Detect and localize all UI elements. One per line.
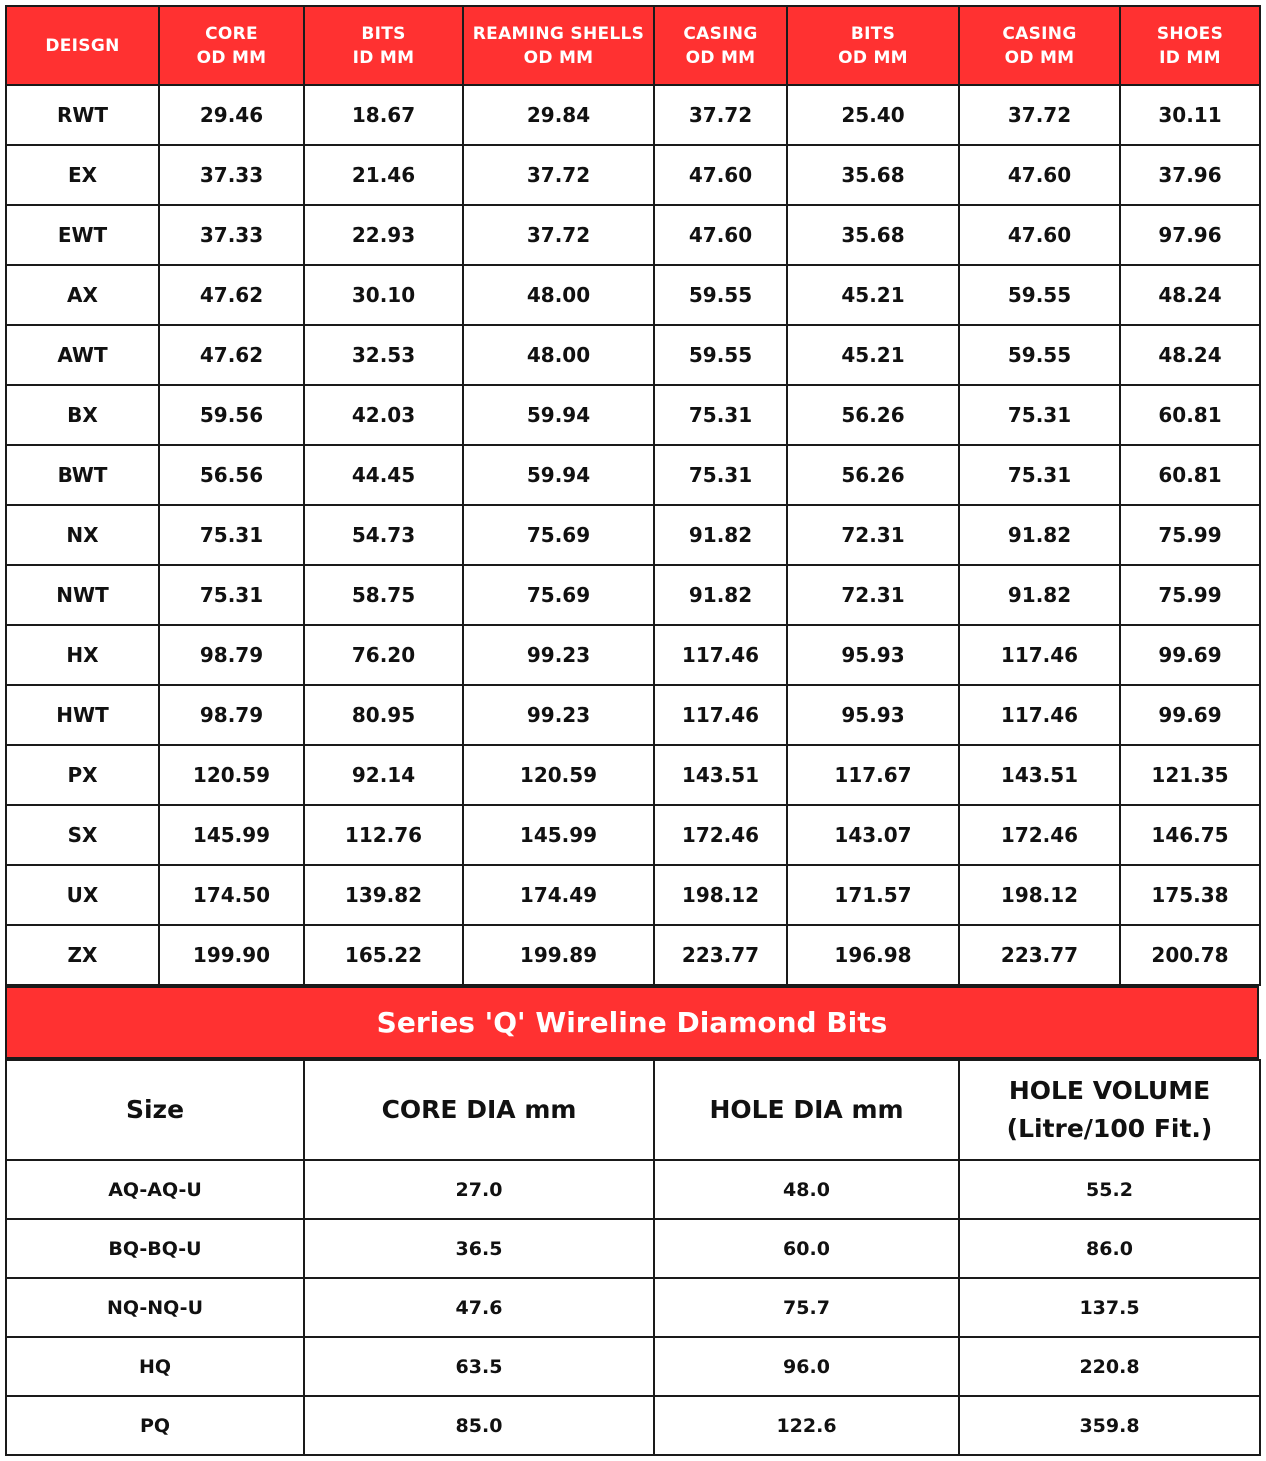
- row-label-cell: NX: [6, 505, 159, 565]
- table-cell: 143.51: [654, 745, 787, 805]
- column-header-line2: OD MM: [196, 47, 267, 68]
- table-cell: 86.0: [959, 1219, 1260, 1278]
- column-header-line1: DEISGN: [45, 35, 120, 56]
- column-header-line2: (Litre/100 Fit.): [1006, 1114, 1213, 1143]
- table-cell: 59.55: [959, 265, 1120, 325]
- table-cell: 117.46: [654, 685, 787, 745]
- table-cell: 72.31: [787, 505, 959, 565]
- table-cell: 21.46: [304, 145, 463, 205]
- table-cell: 37.72: [959, 85, 1120, 145]
- table-cell: 75.31: [159, 505, 304, 565]
- table-cell: 91.82: [959, 505, 1120, 565]
- table-cell: 91.82: [959, 565, 1120, 625]
- row-label-cell: AQ-AQ-U: [6, 1160, 304, 1219]
- table-cell: 45.21: [787, 265, 959, 325]
- table-cell: 75.31: [654, 445, 787, 505]
- column-header-line1: CASING: [683, 23, 758, 44]
- q-series-banner-table: [5, 986, 1259, 1059]
- table-cell: 47.60: [654, 205, 787, 265]
- table-cell: 223.77: [654, 925, 787, 985]
- table-cell: 145.99: [159, 805, 304, 865]
- table-header-row: [6, 6, 1260, 85]
- table-row: [6, 625, 1260, 685]
- column-header: [959, 1060, 1260, 1160]
- row-label-cell: SX: [6, 805, 159, 865]
- table-cell: 174.49: [463, 865, 654, 925]
- table-cell: 47.62: [159, 265, 304, 325]
- table-cell: 54.73: [304, 505, 463, 565]
- table-row: [6, 1396, 1260, 1455]
- table-cell: 199.89: [463, 925, 654, 985]
- column-header-line1: CORE: [205, 23, 258, 44]
- table-cell: 120.59: [159, 745, 304, 805]
- table-cell: 29.84: [463, 85, 654, 145]
- column-header-line2: ID MM: [1159, 47, 1221, 68]
- row-label-cell: HWT: [6, 685, 159, 745]
- table-cell: 75.99: [1120, 565, 1260, 625]
- table-row: [6, 325, 1260, 385]
- table-cell: 75.69: [463, 505, 654, 565]
- table-cell: 56.26: [787, 385, 959, 445]
- column-header-line2: OD MM: [838, 47, 908, 68]
- column-header-line1: SHOES: [1156, 23, 1224, 44]
- table-cell: 48.24: [1120, 325, 1260, 385]
- table-row: [6, 445, 1260, 505]
- table-row: [6, 565, 1260, 625]
- table-cell: 37.72: [654, 85, 787, 145]
- table-cell: 75.31: [654, 385, 787, 445]
- table-cell: 48.00: [463, 325, 654, 385]
- table-cell: 145.99: [463, 805, 654, 865]
- table-cell: 120.59: [463, 745, 654, 805]
- column-header: [654, 6, 787, 85]
- table-cell: 98.79: [159, 685, 304, 745]
- column-header-line1: HOLE VOLUME: [1008, 1076, 1211, 1105]
- table-cell: 42.03: [304, 385, 463, 445]
- table-cell: 59.56: [159, 385, 304, 445]
- table-cell: 30.10: [304, 265, 463, 325]
- table-cell: 199.90: [159, 925, 304, 985]
- table-cell: 72.31: [787, 565, 959, 625]
- table-cell: 29.46: [159, 85, 304, 145]
- table-cell: 47.6: [304, 1278, 654, 1337]
- row-label-cell: BQ-BQ-U: [6, 1219, 304, 1278]
- row-label-cell: UX: [6, 865, 159, 925]
- table-cell: 112.76: [304, 805, 463, 865]
- column-header: [6, 1060, 304, 1160]
- column-header-line1: REAMING SHELLS: [472, 23, 645, 44]
- row-label-cell: NQ-NQ-U: [6, 1278, 304, 1337]
- table-cell: 59.55: [959, 325, 1120, 385]
- table-row: [6, 865, 1260, 925]
- table-cell: 95.93: [787, 625, 959, 685]
- row-label-cell: PX: [6, 745, 159, 805]
- row-label-cell: HX: [6, 625, 159, 685]
- table-cell: 30.11: [1120, 85, 1260, 145]
- column-header-line2: ID MM: [352, 47, 415, 68]
- table-cell: 171.57: [787, 865, 959, 925]
- table-cell: 196.98: [787, 925, 959, 985]
- table-cell: 80.95: [304, 685, 463, 745]
- table-row: [6, 265, 1260, 325]
- table-cell: 143.07: [787, 805, 959, 865]
- column-header: [6, 6, 159, 85]
- table-cell: 48.00: [463, 265, 654, 325]
- table-cell: 18.67: [304, 85, 463, 145]
- table-cell: 223.77: [959, 925, 1120, 985]
- table-cell: 36.5: [304, 1219, 654, 1278]
- column-header-line1: BITS: [850, 23, 896, 44]
- column-header-line1: CORE DIA mm: [381, 1095, 577, 1124]
- table-row: [6, 1278, 1260, 1337]
- table-cell: 75.69: [463, 565, 654, 625]
- table-cell: 99.23: [463, 625, 654, 685]
- table-cell: 59.55: [654, 265, 787, 325]
- table-cell: 35.68: [787, 205, 959, 265]
- table-cell: 27.0: [304, 1160, 654, 1219]
- row-label-cell: PQ: [6, 1396, 304, 1455]
- table-row: [6, 505, 1260, 565]
- table-row: [6, 205, 1260, 265]
- table-cell: 37.33: [159, 205, 304, 265]
- table-cell: 37.72: [463, 205, 654, 265]
- table-cell: 85.0: [304, 1396, 654, 1455]
- table-cell: 91.82: [654, 565, 787, 625]
- column-header-line1: BITS: [361, 23, 406, 44]
- column-header-line1: Size: [125, 1095, 185, 1124]
- table-cell: 75.99: [1120, 505, 1260, 565]
- table-cell: 48.0: [654, 1160, 959, 1219]
- table-cell: 60.81: [1120, 445, 1260, 505]
- table-cell: 59.55: [654, 325, 787, 385]
- table-cell: 32.53: [304, 325, 463, 385]
- table-cell: 143.51: [959, 745, 1120, 805]
- table-cell: 47.60: [654, 145, 787, 205]
- row-label-cell: AX: [6, 265, 159, 325]
- table-row: [6, 925, 1260, 985]
- table-cell: 60.0: [654, 1219, 959, 1278]
- table-row: [6, 745, 1260, 805]
- table-cell: 117.46: [654, 625, 787, 685]
- table-cell: 146.75: [1120, 805, 1260, 865]
- table-cell: 165.22: [304, 925, 463, 985]
- row-label-cell: NWT: [6, 565, 159, 625]
- row-label-cell: BWT: [6, 445, 159, 505]
- q-series-header-row: [6, 1060, 1260, 1160]
- column-header-line1: CASING: [1002, 23, 1077, 44]
- table-cell: 359.8: [959, 1396, 1260, 1455]
- q-series-title: Series 'Q' Wireline Diamond Bits: [6, 987, 1258, 1058]
- table-cell: 98.79: [159, 625, 304, 685]
- table-cell: 56.56: [159, 445, 304, 505]
- table-cell: 59.94: [463, 385, 654, 445]
- column-header: [159, 6, 304, 85]
- table-cell: 75.31: [959, 385, 1120, 445]
- table-cell: 220.8: [959, 1337, 1260, 1396]
- table-cell: 63.5: [304, 1337, 654, 1396]
- table-cell: 55.2: [959, 1160, 1260, 1219]
- row-label-cell: ZX: [6, 925, 159, 985]
- column-header: [304, 1060, 654, 1160]
- table-cell: 47.62: [159, 325, 304, 385]
- table-cell: 137.5: [959, 1278, 1260, 1337]
- table-cell: 200.78: [1120, 925, 1260, 985]
- table-row: [6, 685, 1260, 745]
- table-cell: 47.60: [959, 145, 1120, 205]
- table-cell: 91.82: [654, 505, 787, 565]
- column-header: [304, 6, 463, 85]
- table-cell: 58.75: [304, 565, 463, 625]
- table-cell: 76.20: [304, 625, 463, 685]
- column-header: [1120, 6, 1260, 85]
- table-cell: 25.40: [787, 85, 959, 145]
- column-header-line1: HOLE DIA mm: [709, 1095, 904, 1124]
- table-cell: 45.21: [787, 325, 959, 385]
- table-cell: 96.0: [654, 1337, 959, 1396]
- table-row: [6, 1337, 1260, 1396]
- table-cell: 37.96: [1120, 145, 1260, 205]
- table-cell: 95.93: [787, 685, 959, 745]
- drilling-dimensions-table: [5, 5, 1261, 986]
- table-cell: 75.7: [654, 1278, 959, 1337]
- column-header: [463, 6, 654, 85]
- table-cell: 117.46: [959, 625, 1120, 685]
- table-cell: 172.46: [959, 805, 1120, 865]
- column-header-line2: OD MM: [685, 47, 756, 68]
- table-cell: 99.69: [1120, 625, 1260, 685]
- table-cell: 60.81: [1120, 385, 1260, 445]
- table-cell: 117.46: [959, 685, 1120, 745]
- table-cell: 22.93: [304, 205, 463, 265]
- table-cell: 99.69: [1120, 685, 1260, 745]
- table-cell: 92.14: [304, 745, 463, 805]
- table-cell: 37.72: [463, 145, 654, 205]
- table-row: [6, 1160, 1260, 1219]
- row-label-cell: RWT: [6, 85, 159, 145]
- table-cell: 37.33: [159, 145, 304, 205]
- table-cell: 75.31: [959, 445, 1120, 505]
- row-label-cell: BX: [6, 385, 159, 445]
- table-cell: 48.24: [1120, 265, 1260, 325]
- column-header-line2: OD MM: [1004, 47, 1075, 68]
- table-row: [6, 805, 1260, 865]
- table-cell: 121.35: [1120, 745, 1260, 805]
- table-cell: 56.26: [787, 445, 959, 505]
- table-cell: 35.68: [787, 145, 959, 205]
- table-cell: 198.12: [654, 865, 787, 925]
- table-cell: 97.96: [1120, 205, 1260, 265]
- table-cell: 174.50: [159, 865, 304, 925]
- table-cell: 99.23: [463, 685, 654, 745]
- table-cell: 47.60: [959, 205, 1120, 265]
- row-label-cell: AWT: [6, 325, 159, 385]
- column-header: [654, 1060, 959, 1160]
- table-row: [6, 145, 1260, 205]
- column-header: [959, 6, 1120, 85]
- table-cell: 75.31: [159, 565, 304, 625]
- table-cell: 172.46: [654, 805, 787, 865]
- row-label-cell: EWT: [6, 205, 159, 265]
- row-label-cell: EX: [6, 145, 159, 205]
- q-series-table: [5, 1059, 1261, 1456]
- table-cell: 44.45: [304, 445, 463, 505]
- table-cell: 59.94: [463, 445, 654, 505]
- spec-sheet: [5, 5, 1259, 1456]
- column-header-line2: OD MM: [523, 47, 594, 68]
- table-cell: 117.67: [787, 745, 959, 805]
- table-row: [6, 1219, 1260, 1278]
- table-cell: 198.12: [959, 865, 1120, 925]
- column-header: [787, 6, 959, 85]
- table-cell: 122.6: [654, 1396, 959, 1455]
- table-row: [6, 85, 1260, 145]
- table-row: [6, 385, 1260, 445]
- row-label-cell: HQ: [6, 1337, 304, 1396]
- table-cell: 175.38: [1120, 865, 1260, 925]
- table-cell: 139.82: [304, 865, 463, 925]
